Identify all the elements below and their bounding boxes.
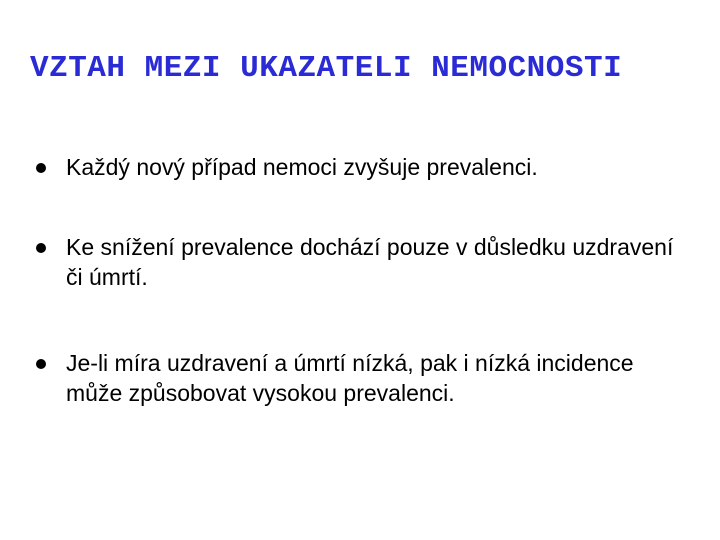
bullet-item	[36, 348, 696, 408]
bullet-list	[36, 152, 696, 408]
bullet-text: Každý nový případ nemoci zvyšuje prevalenci.	[66, 154, 538, 180]
bullet-dot-icon	[36, 359, 46, 369]
bullet-text: Je-li míra uzdravení a úmrtí nízká, pak i nízká incidence může způsobovat vysokou prevalenci.	[66, 350, 634, 406]
slide-title: VZTAH MEZI UKAZATELI NEMOCNOSTI	[30, 51, 623, 86]
bullet-dot-icon	[36, 163, 46, 173]
bullet-item	[36, 152, 696, 182]
bullet-text: Ke snížení prevalence dochází pouze v důsledku uzdravení či úmrtí.	[66, 234, 674, 290]
bullet-dot-icon	[36, 243, 46, 253]
bullet-item	[36, 232, 696, 292]
